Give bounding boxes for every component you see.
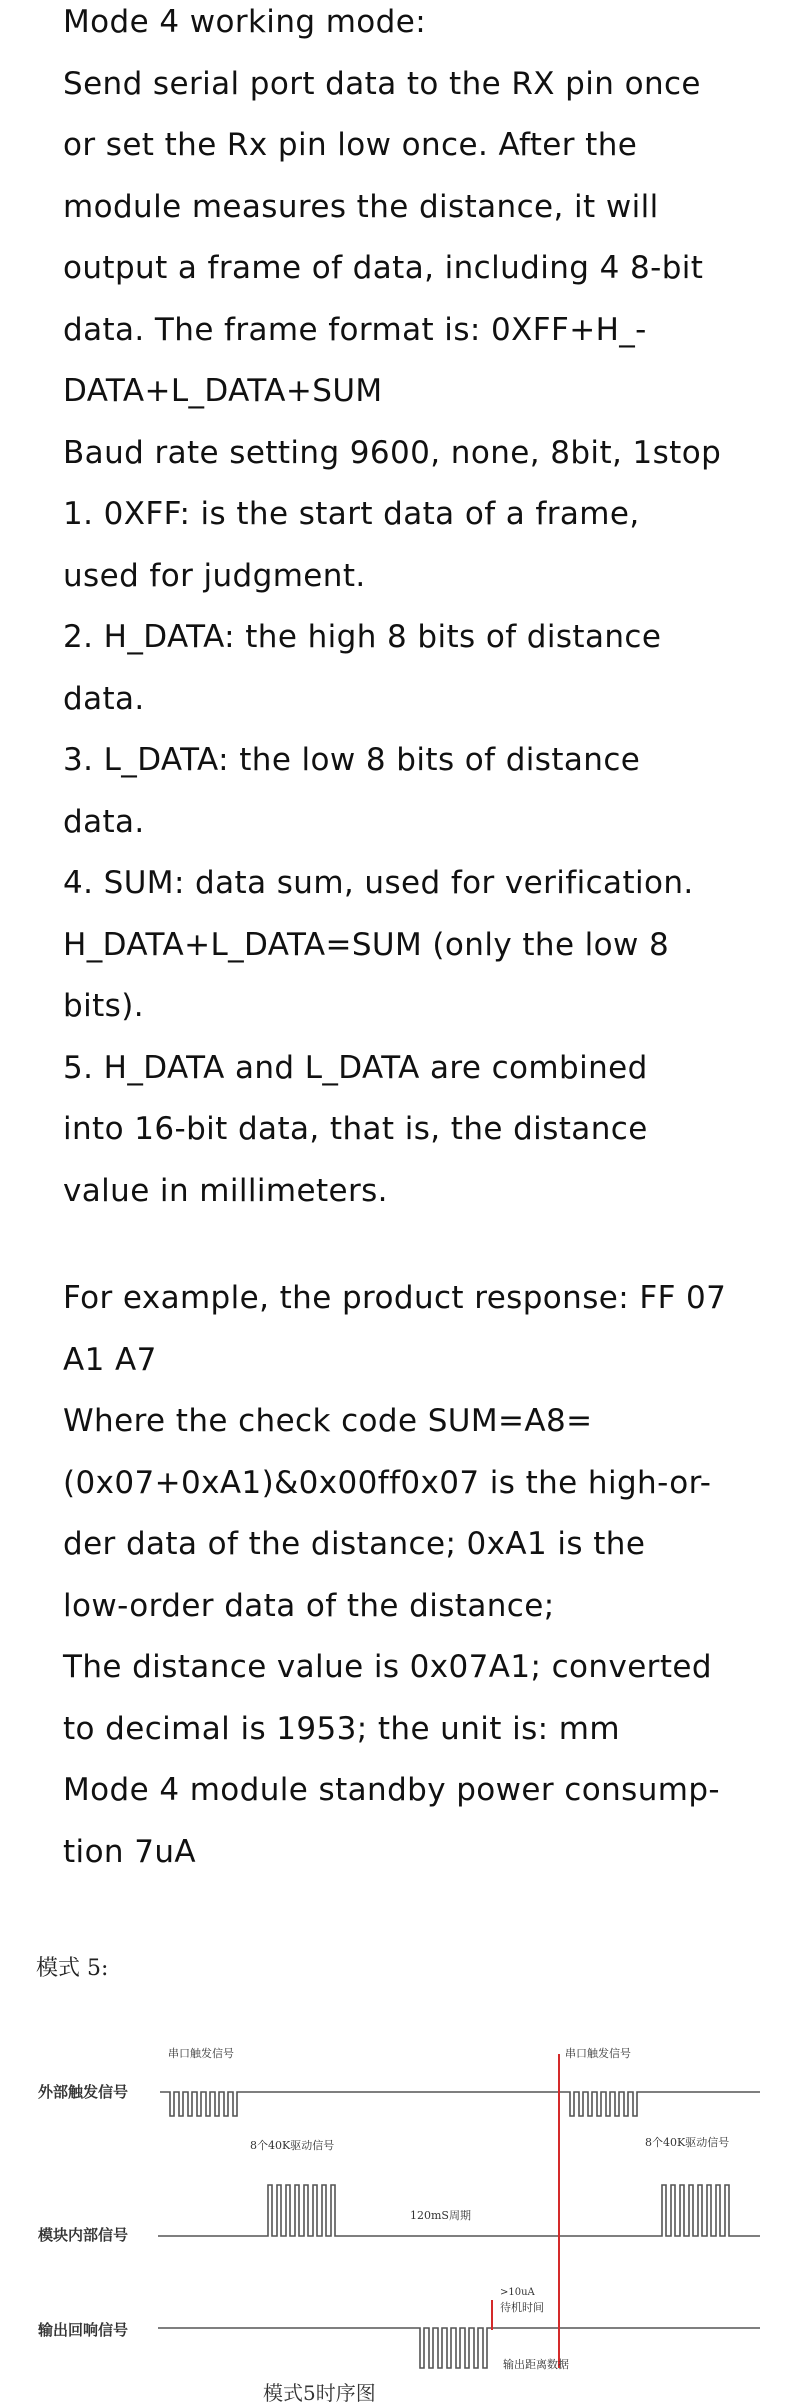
annotation-serial-trigger-1: 串口触发信号: [168, 2047, 234, 2060]
text-line: (0x07+0xA1)&0x00ff0x07 is the high-or-: [63, 1464, 712, 1501]
text-line: 1. 0XFF: is the start data of a frame,: [63, 496, 640, 532]
annotation-distance-output: 输出距离数据: [503, 2358, 569, 2371]
text-line: low-order data of the distance;: [63, 1587, 555, 1624]
text-line: H_DATA+L_DATA=SUM (only the low 8: [63, 926, 670, 963]
echo-output-waveform: [158, 2328, 760, 2368]
text-line: A1 A7: [63, 1341, 157, 1378]
text-line: data.: [63, 803, 145, 840]
text-line: bits).: [63, 988, 144, 1024]
text-line: Mode 4 module standby power consump-: [63, 1772, 721, 1808]
example-lines: [63, 1276, 763, 1891]
text-line: data. The frame format is: 0XFF+H_-: [63, 311, 647, 348]
mode4-description: [63, 0, 763, 1891]
annotation-cycle: 120mS周期: [410, 2209, 471, 2222]
mode5-heading: 模式 5:: [36, 1956, 109, 1981]
text-line: 2. H_DATA: the high 8 bits of distance: [63, 619, 662, 655]
external-trigger-waveform: [160, 2092, 760, 2116]
text-line: der data of the distance; 0xA1 is the: [63, 1526, 646, 1562]
diagram-caption: 模式5时序图: [263, 2381, 376, 2405]
mode5-timing-diagram: [0, 2000, 790, 2407]
annotation-40k-drive-1: 8个40K驱动信号: [250, 2139, 335, 2152]
text-line: into 16-bit data, that is, the distance: [63, 1111, 648, 1147]
paragraph-spacer: [63, 1230, 763, 1276]
annotation-standby-current: >10uA: [500, 2287, 535, 2298]
text-line: output a frame of data, including 4 8-bit: [63, 250, 704, 286]
text-line: value in millimeters.: [63, 1172, 388, 1209]
text-line: tion 7uA: [63, 1833, 197, 1870]
text-line: The distance value is 0x07A1; converted: [63, 1649, 712, 1685]
row-label-external: 外部触发信号: [38, 2083, 129, 2101]
text-line: Send serial port data to the RX pin once: [63, 65, 701, 102]
text-line: or set the Rx pin low once. After the: [63, 127, 638, 163]
text-line: Baud rate setting 9600, none, 8bit, 1stop: [63, 434, 722, 471]
paragraph-lines: [63, 0, 763, 1230]
text-line: Where the check code SUM=A8=: [63, 1403, 593, 1439]
text-line: 5. H_DATA and L_DATA are combined: [63, 1049, 648, 1086]
annotation-standby-time: 待机时间: [500, 2301, 544, 2314]
row-label-echo: 输出回响信号: [38, 2321, 129, 2339]
text-line: 3. L_DATA: the low 8 bits of distance: [63, 742, 641, 778]
row-label-internal: 模块内部信号: [38, 2226, 129, 2244]
text-line: DATA+L_DATA+SUM: [63, 373, 383, 409]
text-line: to decimal is 1953; the unit is: mm: [63, 1710, 620, 1747]
annotation-serial-trigger-2: 串口触发信号: [565, 2047, 631, 2060]
text-line: 4. SUM: data sum, used for verification.: [63, 865, 694, 901]
text-line: module measures the distance, it will: [63, 188, 659, 225]
text-line: For example, the product response: FF 07: [63, 1280, 727, 1316]
text-line: Mode 4 working mode:: [63, 4, 427, 40]
text-line: used for judgment.: [63, 557, 366, 594]
annotation-40k-drive-2: 8个40K驱动信号: [645, 2136, 730, 2149]
text-line: data.: [63, 680, 145, 717]
